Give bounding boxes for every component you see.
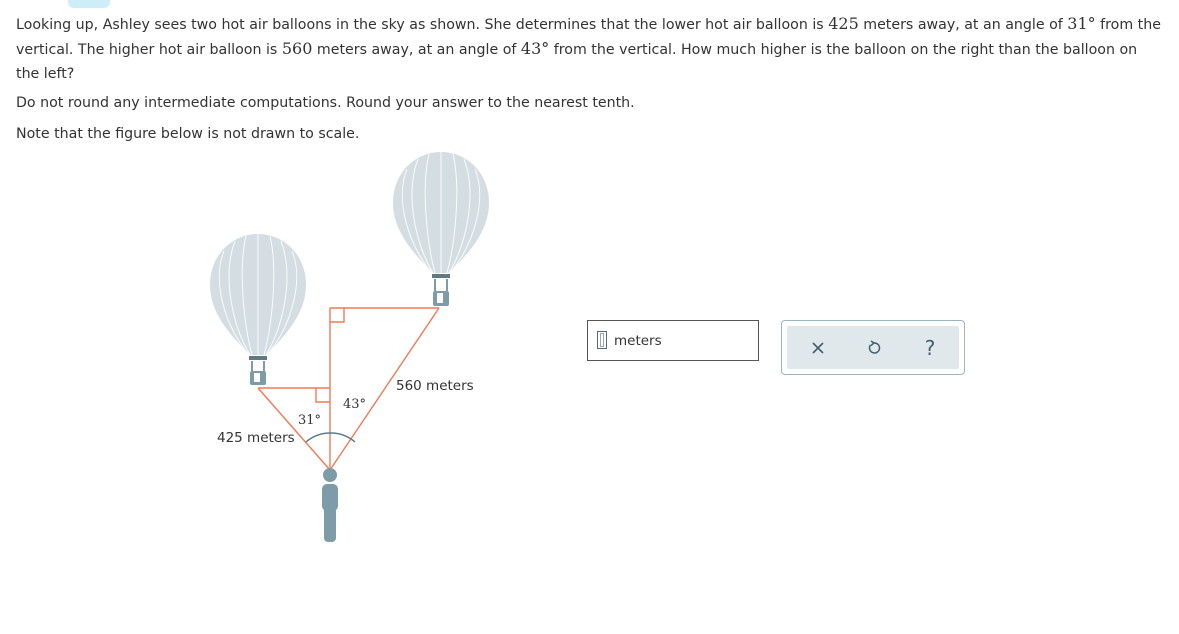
left-distance-label: 425 meters: [217, 430, 295, 446]
question-text-part: from the vertical. How much higher is the balloon on the right than the balloon on the left?: [16, 42, 1138, 82]
tab-indicator: [68, 0, 110, 8]
question-text-part: from the vertical. The higher hot air balloon is: [16, 17, 1161, 58]
left-angle-arc: [306, 433, 330, 442]
left-hypotenuse: [258, 388, 330, 470]
answer-unit: meters: [614, 333, 662, 349]
right-angle-label: 43°: [343, 397, 367, 412]
action-button-bar: [787, 326, 959, 369]
question-text: [16, 12, 1162, 153]
lower-distance-value: 425: [828, 14, 859, 33]
action-panel: [781, 320, 965, 375]
higher-distance-value: 560: [281, 39, 313, 58]
undo-icon: [866, 340, 882, 356]
question-paragraph: [16, 12, 1162, 86]
answer-input[interactable]: [597, 331, 607, 349]
right-distance-label: 560 meters: [396, 378, 474, 394]
clear-button[interactable]: [793, 326, 843, 369]
rounding-instruction: Do not round any intermediate computations. Round your answer to the nearest tenth.: [16, 95, 635, 111]
higher-angle-value: 43°: [520, 39, 550, 58]
question-text-part: Looking up, Ashley sees two hot air balloons in the sky as shown. She determines that the lower hot air balloon is: [16, 17, 829, 33]
lower-right-angle-mark: [316, 388, 330, 402]
left-balloon: [210, 234, 306, 385]
question-text-part: meters away, at an angle of: [858, 17, 1068, 33]
answer-field[interactable]: [587, 320, 759, 361]
left-angle-label: 31°: [298, 413, 322, 428]
question-text-part: meters away, at an angle of: [312, 42, 521, 58]
close-icon: [811, 341, 825, 355]
upper-right-angle-mark: [330, 308, 344, 322]
balloon-figure: [180, 145, 510, 555]
right-balloon: [393, 152, 489, 306]
help-button[interactable]: [905, 326, 955, 369]
person-icon: [322, 468, 338, 542]
lower-angle-value: 31°: [1067, 14, 1096, 33]
help-icon: ?: [924, 335, 936, 360]
undo-button[interactable]: [849, 326, 899, 369]
figure-svg: [180, 145, 510, 555]
scale-note: Note that the figure below is not drawn to scale.: [16, 126, 360, 142]
